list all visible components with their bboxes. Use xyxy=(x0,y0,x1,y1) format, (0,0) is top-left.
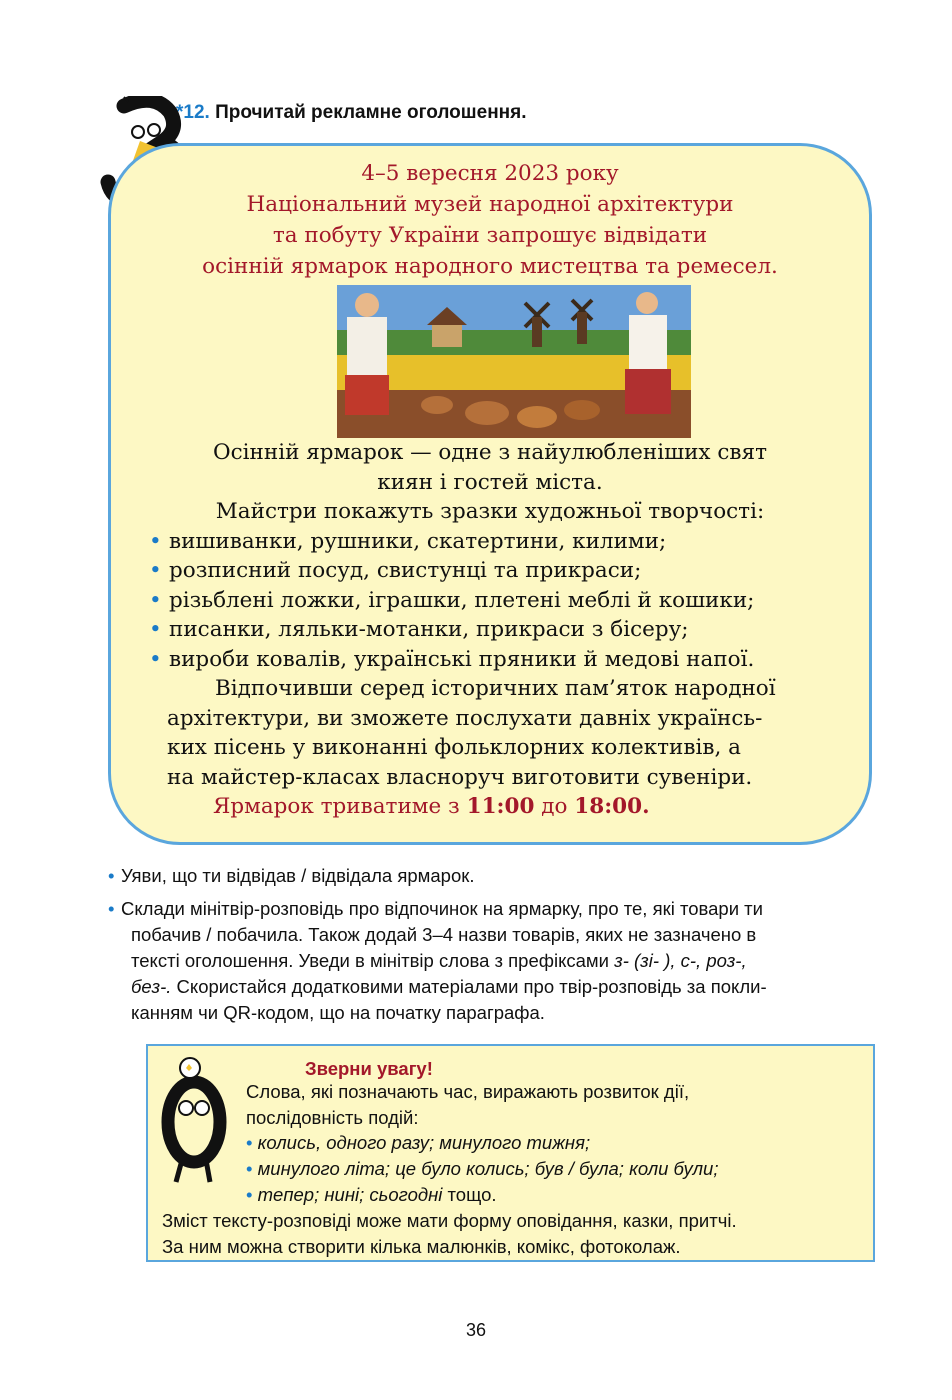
hours-prefix: Ярмарок триватиме з xyxy=(213,794,460,819)
bullet-icon: • xyxy=(108,898,115,919)
bullet-icon: • xyxy=(246,1158,253,1179)
list-item xyxy=(246,1130,718,1156)
list-item xyxy=(111,556,869,586)
hours-to: 18:00. xyxy=(574,794,650,819)
ad-title-line: Національний музей народної архітектури xyxy=(246,192,734,217)
hours-mid: до xyxy=(541,794,568,819)
ad-intro-line: киян і гостей міста. xyxy=(377,469,603,495)
bullet-text: писанки, ляльки-мотанки, прикраси з бісеру; xyxy=(169,617,689,642)
list-item xyxy=(111,586,869,616)
task-item-line xyxy=(131,974,898,1000)
bullet-text: вироби ковалів, українські пряники й медові напої. xyxy=(169,646,755,672)
note-item-text: колись, одного разу; минулого тижня; xyxy=(257,1132,591,1153)
bullet-icon: • xyxy=(149,617,162,642)
note-footer-line: За ним можна створити кілька малюнків, комікс, фотоколаж. xyxy=(162,1235,681,1257)
task-item-line xyxy=(131,948,898,974)
note-footer-line: Зміст тексту-розповіді може мати форму оповідання, казки, притчі. xyxy=(162,1210,737,1231)
bullet-icon: • xyxy=(149,646,162,672)
bullet-icon: • xyxy=(149,587,162,613)
task-list xyxy=(108,863,898,1033)
list-item xyxy=(111,645,869,675)
note-text-line: послідовність подій: xyxy=(246,1106,419,1128)
letter-o-mascot-icon xyxy=(156,1056,236,1186)
task-title: Прочитай рекламне оголошення. xyxy=(215,102,527,123)
task-header xyxy=(176,102,527,124)
ad-body xyxy=(111,438,869,822)
note-footer xyxy=(162,1208,737,1259)
note-text xyxy=(246,1079,689,1130)
list-item xyxy=(246,1182,718,1208)
bullet-text: різьблені ложки, іграшки, плетені меблі й кошики; xyxy=(169,587,755,613)
advertisement-card xyxy=(108,143,872,845)
ad-title-line: осінній ярмарок народного мистецтва та ремесел. xyxy=(202,254,778,279)
task-item-line: побачив / побачила. Також додай 3–4 назви товарів, яких не зазначено в xyxy=(131,924,757,945)
ad-hours xyxy=(111,792,869,822)
list-item xyxy=(108,896,898,1026)
bullet-text: вишиванки, рушники, скатертини, килими; xyxy=(169,528,667,554)
task-item-line: канням чи QR-кодом, що на початку параграфа. xyxy=(131,1002,545,1023)
ad-title-line: та побуту України запрошує відвідати xyxy=(272,223,708,248)
ad-intro-line: Майстри покажуть зразки художньої творчості: xyxy=(215,499,765,524)
bullet-text: розписний посуд, свистунці та прикраси; xyxy=(169,558,642,583)
ad-title xyxy=(111,158,869,282)
list-item xyxy=(108,863,898,889)
page-number: 36 xyxy=(465,1320,487,1340)
fair-scene-drawing xyxy=(337,285,691,438)
ad-paragraph-line: Відпочивши серед історичних пам’яток народної xyxy=(215,676,776,701)
task-number: *12. xyxy=(176,102,210,123)
note-item-suffix: тощо. xyxy=(442,1184,497,1205)
ad-intro-line: Осінній ярмарок — одне з найулюбленіших свят xyxy=(213,440,767,465)
task-item-text: тексті оголошення. Уведи в мінітвір слова з префіксами xyxy=(131,950,609,971)
bullet-icon: • xyxy=(246,1132,253,1153)
ad-paragraph-line: ких пісень у виконанні фольклорних колективів, а xyxy=(167,735,741,760)
fair-illustration xyxy=(337,285,691,438)
list-item xyxy=(111,527,869,557)
note-item-text: минулого літа; це було колись; був / була; коли були; xyxy=(257,1158,719,1179)
task-item-line: Склади мінітвір-розповідь про відпочинок на ярмарку, про те, які товари ти xyxy=(121,898,763,919)
task-item-text: Скористайся додатковими матеріалами про твір-розповідь за покли- xyxy=(171,976,767,997)
ad-bullet-list xyxy=(111,527,869,675)
ad-paragraph-line: архітектури, ви зможете послухати давніх українсь- xyxy=(167,705,763,731)
note-list xyxy=(246,1130,718,1208)
attention-note-box xyxy=(146,1044,875,1262)
task-item-text: Уяви, що ти відвідав / відвідала ярмарок. xyxy=(121,865,475,886)
list-item xyxy=(111,615,869,645)
prefix-examples: з- (зі- ), с-, роз-, xyxy=(614,950,747,971)
list-item xyxy=(246,1156,718,1182)
bullet-icon: • xyxy=(149,528,162,554)
note-item-text: тепер; нині; сьогодні xyxy=(257,1184,443,1205)
bullet-icon: • xyxy=(246,1184,253,1205)
note-title: Зверни увагу! xyxy=(305,1058,433,1079)
bullet-icon: • xyxy=(108,865,115,886)
ad-title-line: 4–5 вересня 2023 року xyxy=(361,161,619,186)
hours-from: 11:00 xyxy=(466,794,535,819)
bullet-icon: • xyxy=(149,558,162,583)
prefix-example: без-. xyxy=(131,976,172,997)
ad-paragraph-line: на майстер-класах власноруч виготовити сувеніри. xyxy=(167,764,753,790)
note-text-line: Слова, які позначають час, виражають розвиток дії, xyxy=(246,1081,690,1102)
